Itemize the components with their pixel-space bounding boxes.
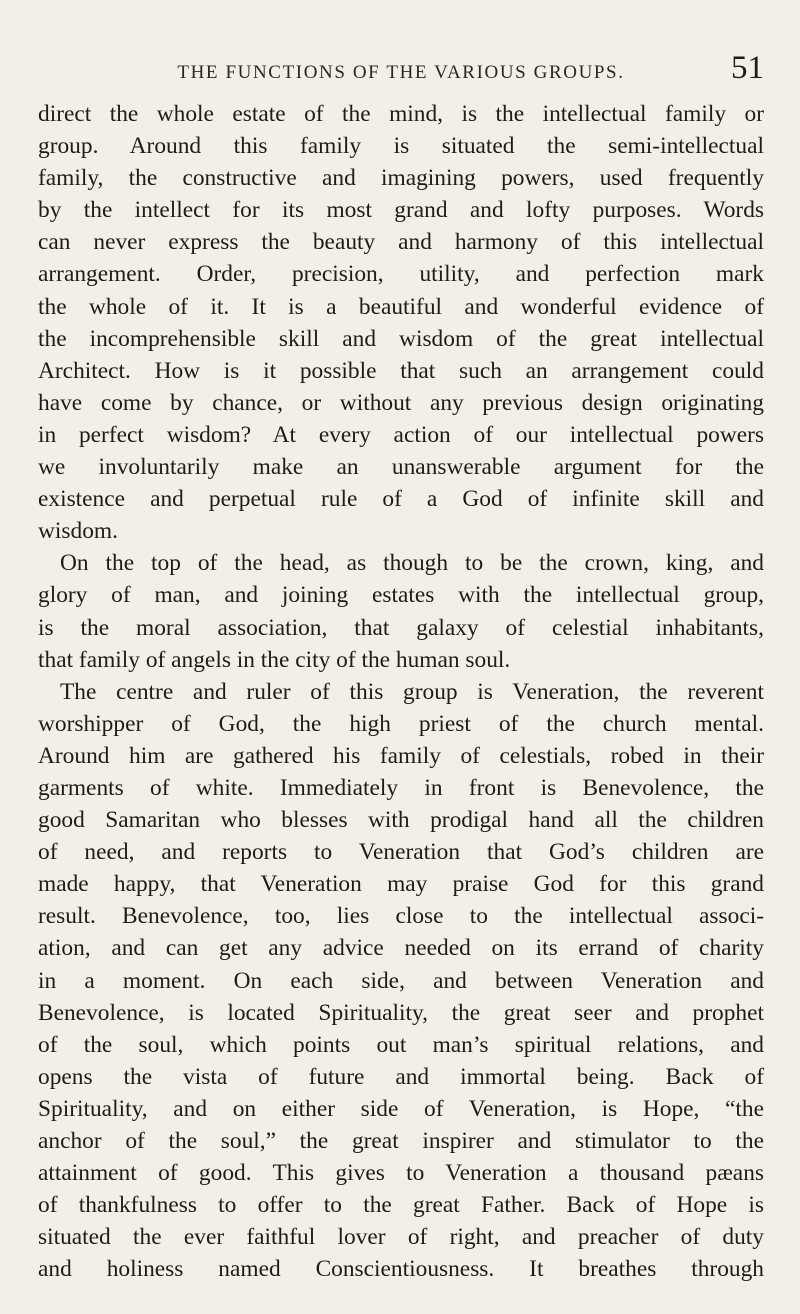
text-line: the incomprehensible skill and wisdom of the great intellectual: [38, 325, 764, 352]
body-text: [38, 98, 764, 1285]
text-line: Benevolence, is located Spirituality, the great seer and prophet: [38, 999, 764, 1026]
text-line: in a moment. On each side, and between Veneration and: [38, 967, 764, 994]
text-line: by the intellect for its most grand and lofty purposes. Words: [38, 197, 764, 224]
text-line: made happy, that Veneration may praise God for this grand: [38, 871, 764, 898]
text-line: we involuntarily make an unanswerable argument for the: [38, 454, 764, 481]
text-line: of need, and reports to Veneration that God’s children are: [38, 839, 764, 866]
text-line: have come by chance, or without any previous design originating: [38, 389, 764, 416]
running-head: [38, 50, 764, 90]
text-line: The centre and ruler of this group is Veneration, the reverent: [60, 678, 764, 705]
text-line: glory of man, and joining estates with the intellectual group,: [38, 582, 764, 609]
text-line: of thankfulness to offer to the great Father. Back of Hope is: [38, 1192, 764, 1219]
text-line: arrangement. Order, precision, utility, and perfection mark: [38, 261, 764, 288]
text-line: On the top of the head, as though to be the crown, king, and: [60, 550, 764, 577]
text-line: existence and perpetual rule of a God of infinite skill and: [38, 486, 764, 513]
text-line: is the moral association, that galaxy of celestial inhabitants,: [38, 614, 764, 641]
text-line: attainment of good. This gives to Veneration a thousand pæans: [38, 1160, 764, 1187]
paragraph: [38, 676, 764, 1286]
text-line: in perfect wisdom? At every action of our intellectual powers: [38, 421, 764, 448]
text-line: can never express the beauty and harmony of this intellectual: [38, 229, 764, 256]
text-line: and holiness named Conscientiousness. It breathes through: [38, 1256, 764, 1283]
text-line: result. Benevolence, too, lies close to the intellectual associ-: [38, 903, 764, 930]
running-title: THE FUNCTIONS OF THE VARIOUS GROUPS.: [177, 62, 625, 83]
page-number: 51: [731, 50, 764, 86]
text-line: good Samaritan who blesses with prodigal hand all the children: [38, 807, 764, 834]
text-line: opens the vista of future and immortal being. Back of: [38, 1063, 764, 1090]
text-line: direct the whole estate of the mind, is the intellectual family or: [38, 101, 764, 127]
text-line: situated the ever faithful lover of right, and preacher of duty: [38, 1224, 764, 1251]
text-line: Architect. How is it possible that such an arrangement could: [38, 357, 764, 384]
paragraph: [38, 98, 764, 547]
text-line: garments of white. Immediately in front is Benevolence, the: [38, 774, 764, 801]
text-line: of the soul, which points out man’s spiritual relations, and: [38, 1031, 764, 1058]
text-line: worshipper of God, the high priest of the church mental.: [38, 710, 764, 737]
text-line: Around him are gathered his family of celestials, robed in their: [38, 742, 764, 769]
text-line: ation, and can get any advice needed on its errand of charity: [38, 935, 764, 962]
paragraph: [38, 547, 764, 675]
text-line: Spirituality, and on either side of Veneration, is Hope, “the: [38, 1095, 764, 1122]
text-line: the whole of it. It is a beautiful and wonderful evidence of: [38, 293, 764, 320]
text-line: that family of angels in the city of the human soul.: [38, 646, 511, 673]
text-line: anchor of the soul,” the great inspirer and stimulator to the: [38, 1128, 764, 1154]
text-line: wisdom.: [38, 518, 118, 545]
text-line: group. Around this family is situated the semi-intellectual: [38, 133, 764, 160]
text-line: family, the constructive and imagining powers, used frequently: [38, 165, 764, 192]
